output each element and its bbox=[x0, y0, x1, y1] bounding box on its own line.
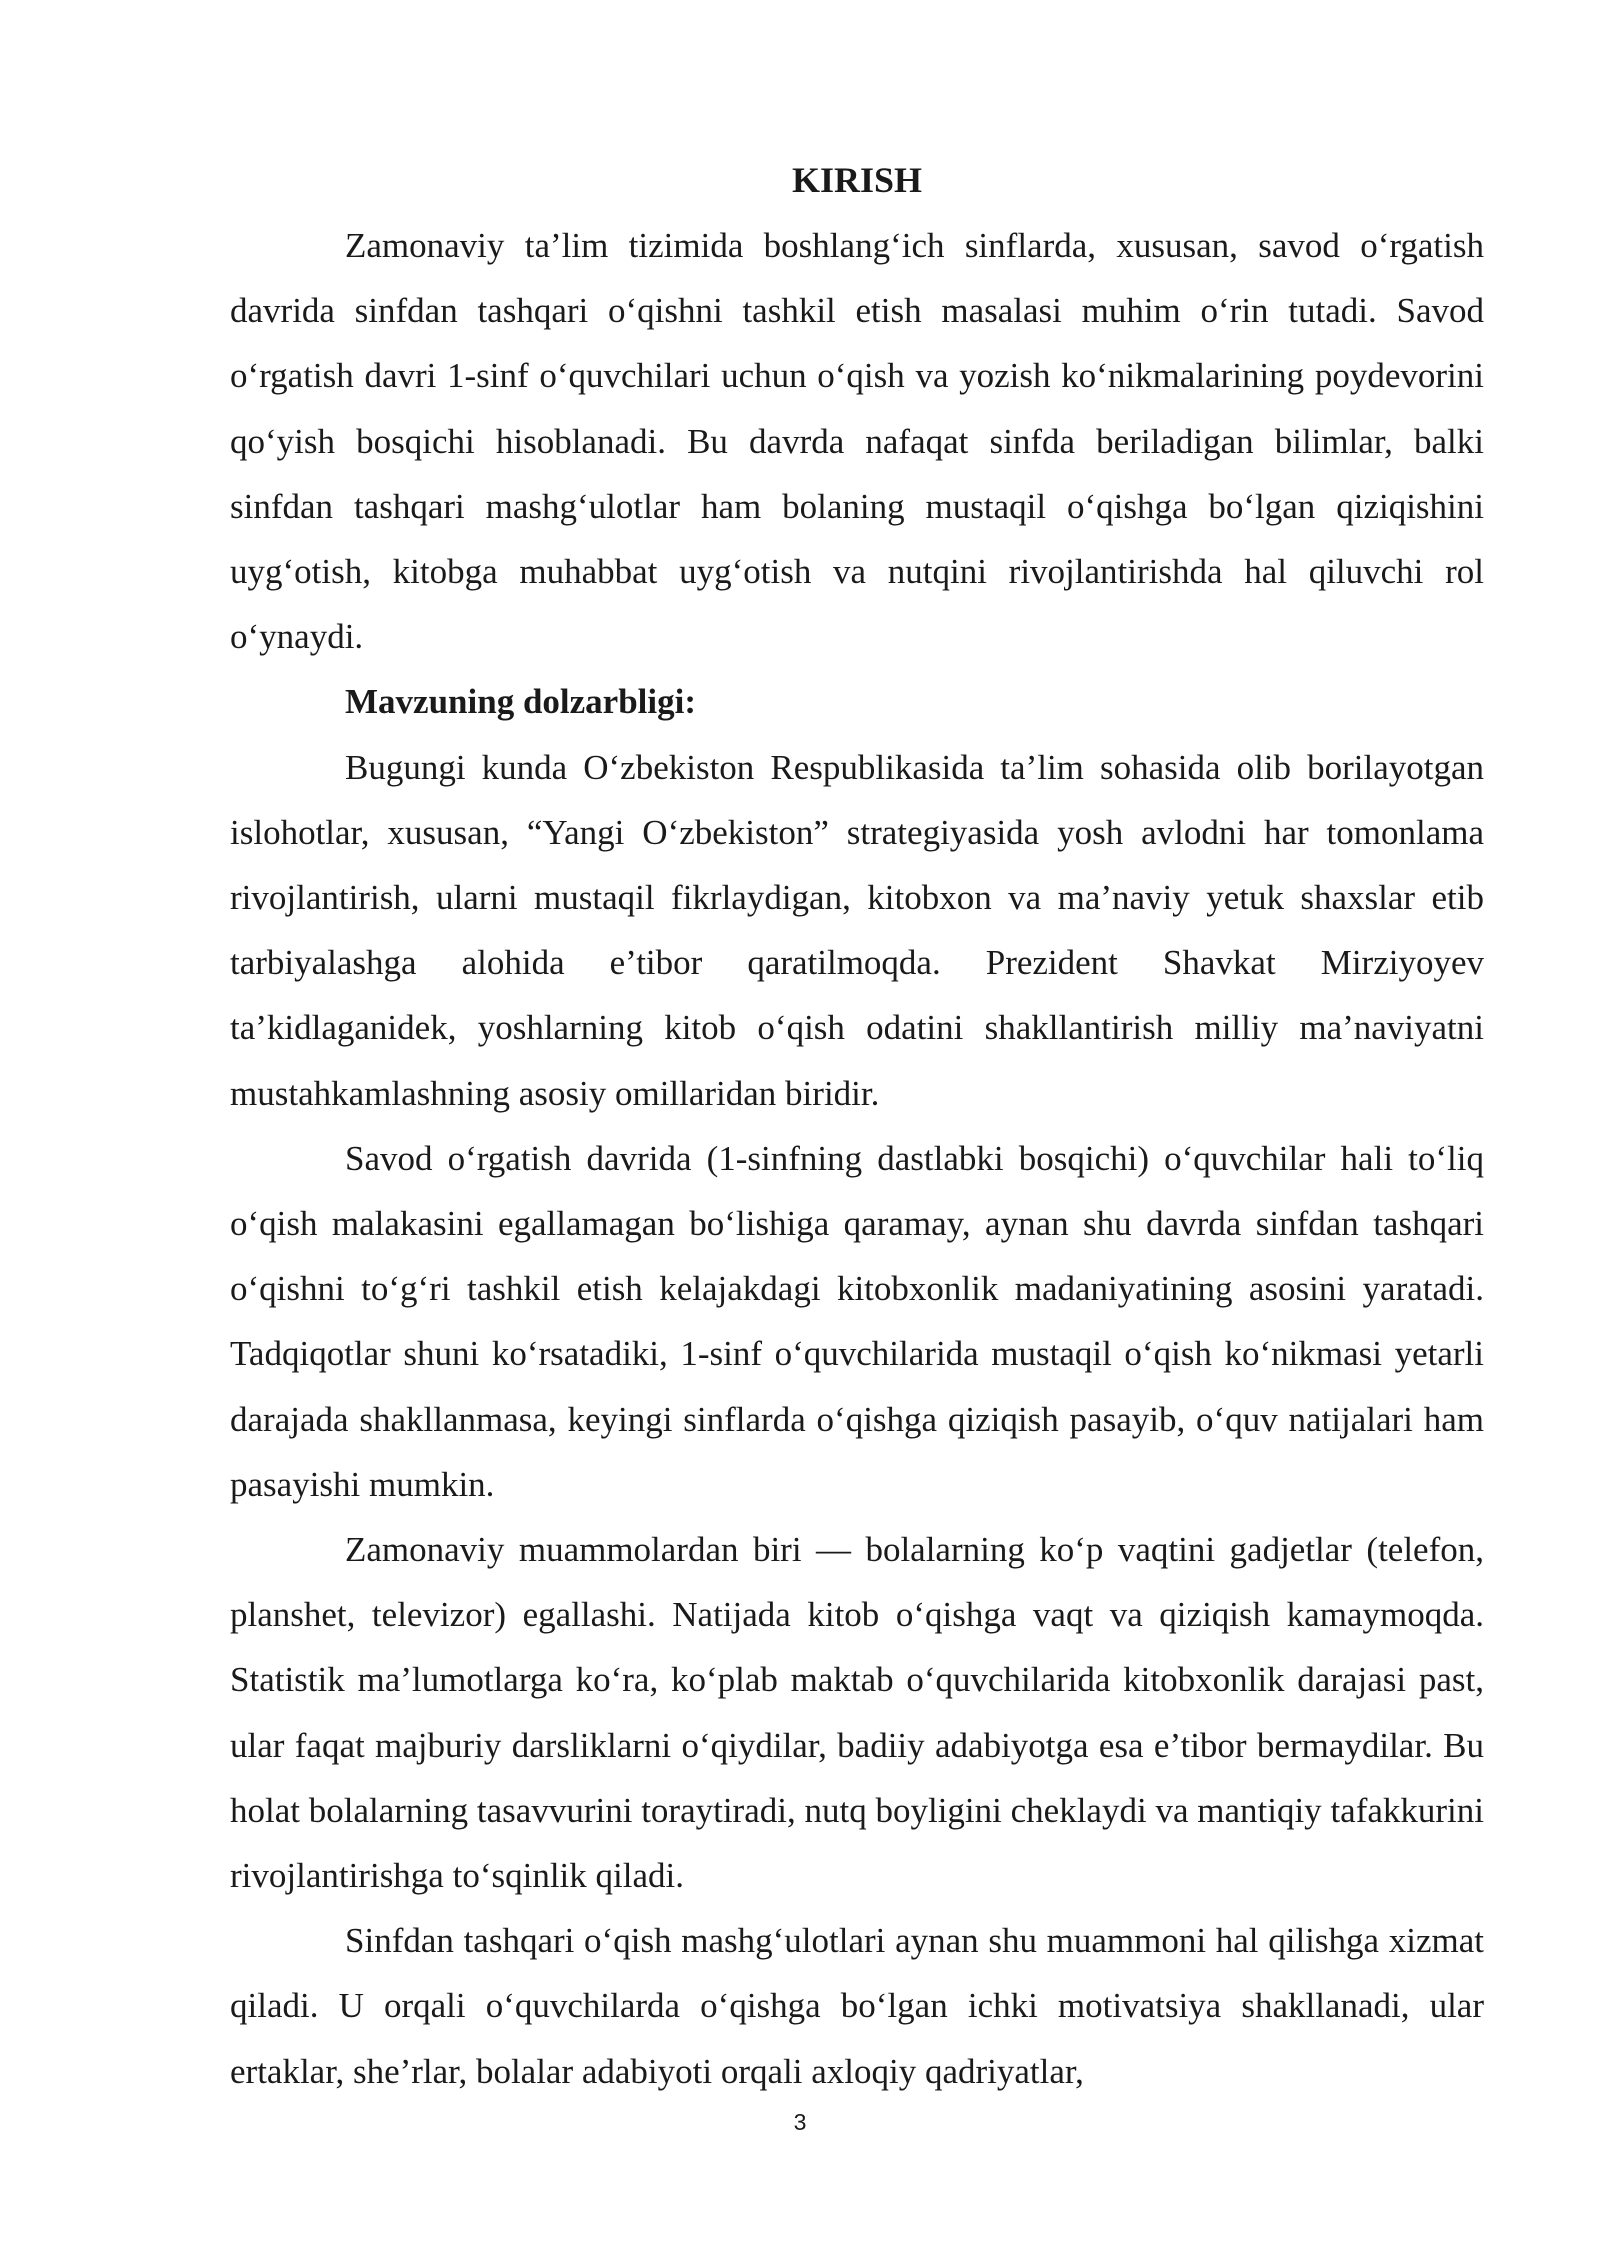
page-number: 3 bbox=[793, 2109, 807, 2135]
body-paragraph: Savod o‘rgatish davrida (1-sinfning dastlabki bosqichi) o‘quvchilar hali to‘liq o‘qish malakasini egallamagan bo‘lishiga qaramay, aynan shu davrda sinfdan tashqari o‘qishni to‘g‘ri tashkil etish kelajakdagi kitobxonlik madaniyatining asosini yaratadi. Tadqiqotlar shuni ko‘rsatadiki, 1-sinf o‘quvchilarida mustaqil o‘qish ko‘nikmasi yetarli darajada shakllanmasa, keyingi sinflarda o‘qishga qiziqish pasayib, o‘quv natijalari ham pasayishi mumkin. bbox=[230, 1138, 1484, 1504]
section-heading: Mavzuning dolzarbligi: bbox=[345, 682, 696, 722]
body-paragraph: Zamonaviy muammolardan biri — bolalarning ko‘p vaqtini gadjetlar (telefon, planshet, televizor) egallashi. Natijada kitob o‘qishga vaqt va qiziqish kamaymoqda. Statistik ma’lumotlarga ko‘ra, ko‘plab maktab o‘quvchilarida kitobxonlik darajasi past, ular faqat majburiy darsliklarni o‘qiydilar, badiiy adabiyotga esa e’tibor bermaydilar. Bu holat bolalarning tasavvurini toraytiradi, nutq boyligini cheklaydi va mantiqiy tafakkurini rivojlantirishga to‘sqinlik qiladi. bbox=[230, 1530, 1484, 1896]
intro-paragraph: Zamonaviy ta’lim tizimida boshlang‘ich sinflarda, xususan, savod o‘rgatish davrida sinfdan tashqari o‘qishni tashkil etish masalasi muhim o‘rin tutadi. Savod o‘rgatish davri 1-sinf o‘quvchilari uchun o‘qish va yozish ko‘nikmalarining poydevorini qo‘yish bosqichi hisoblanadi. Bu davrda nafaqat sinfda beriladigan bilimlar, balki sinfdan tashqari mashg‘ulotlar ham bolaning mustaqil o‘qishga bo‘lgan qiziqishini uyg‘otish, kitobga muhabbat uyg‘otish va nutqini rivojlantirishda hal qiluvchi rol o‘ynaydi. bbox=[230, 226, 1484, 657]
body-paragraph: Sinfdan tashqari o‘qish mashg‘ulotlari aynan shu muammoni hal qilishga xizmat qiladi. U orqali o‘quvchilarda o‘qishga bo‘lgan ichki motivatsiya shakllanadi, ular ertaklar, she’rlar, bolalar adabiyoti orqali axloqiy qadriyatlar, bbox=[230, 1921, 1484, 2091]
document-title: KIRISH bbox=[791, 160, 923, 200]
body-paragraph: Bugungi kunda O‘zbekiston Respublikasida ta’lim sohasida olib borilayotgan islohotlar, xususan, “Yangi O‘zbekiston” strategiyasida yosh avlodni har tomonlama rivojlantirish, ularni mustaqil fikrlaydigan, kitobxon va ma’naviy yetuk shaxslar etib tarbiyalashga alohida e’tibor qaratilmoqda. Prezident Shavkat Mirziyoyev ta’kidlaganidek, yoshlarning kitob o‘qish odatini shakllantirish milliy ma’naviyatni mustahkamlashning asosiy omillaridan biridir. bbox=[230, 747, 1484, 1113]
page-body bbox=[230, 148, 1484, 2104]
